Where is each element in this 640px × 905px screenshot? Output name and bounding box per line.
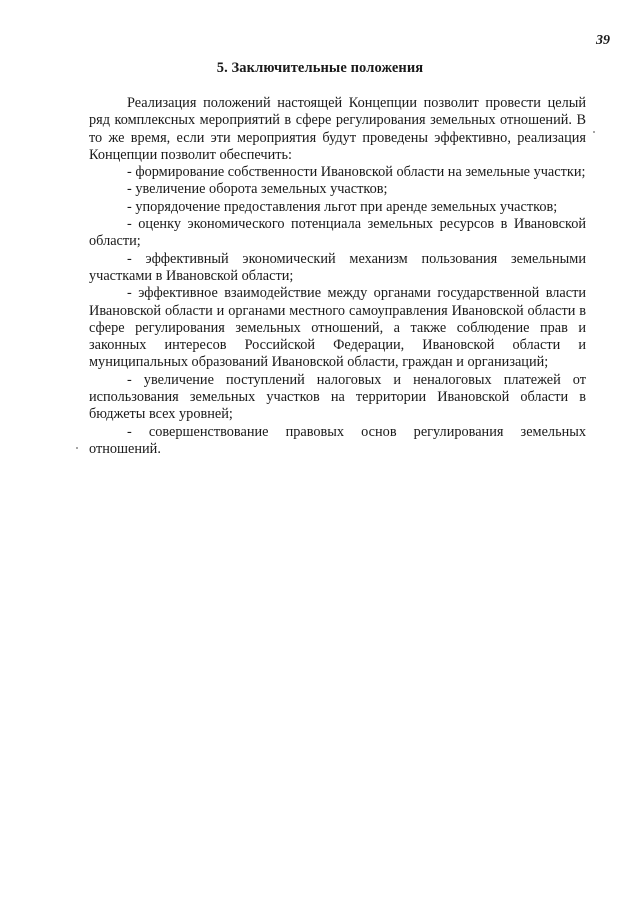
list-item: - увеличение поступлений налоговых и неналоговых платежей от использования земельных участков на территории Ивановской области в бюджеты всех уровней; <box>89 371 586 423</box>
list-item: - совершенствование правовых основ регулирования земельных отношений. <box>89 423 586 457</box>
scan-speck <box>593 131 595 133</box>
section-title: 5. Заключительные положения <box>216 60 424 76</box>
scan-speck <box>76 447 78 449</box>
list-item: - эффективное взаимодействие между органами государственной власти Ивановской области и органами местного самоуправления Ивановской области в сфере регулирования земельных отношений, а также соблюдение прав и законных интересов Российской Федерации, Ивановской области и муниципальных образований Ивановской области, граждан и организаций; <box>89 285 586 371</box>
list-item: - эффективный экономический механизм пользования земельными участками в Ивановской области; <box>89 250 586 284</box>
intro-paragraph: Реализация положений настоящей Концепции позволит провести целый ряд комплексных мероприятий в сфере регулирования земельных отношений. В то же время, если эти мероприятия будут проведены эффективно, реализация Концепции позволит обеспечить: <box>89 95 586 163</box>
list-item: - формирование собственности Ивановской области на земельные участки; <box>127 164 586 181</box>
page-number: 39 <box>596 33 610 48</box>
list-item: - увеличение оборота земельных участков; <box>127 181 388 198</box>
list-item: - оценку экономического потенциала земельных ресурсов в Ивановской области; <box>89 216 586 250</box>
body-text <box>89 95 586 458</box>
list-item: - упорядочение предоставления льгот при аренде земельных участков; <box>127 198 558 215</box>
